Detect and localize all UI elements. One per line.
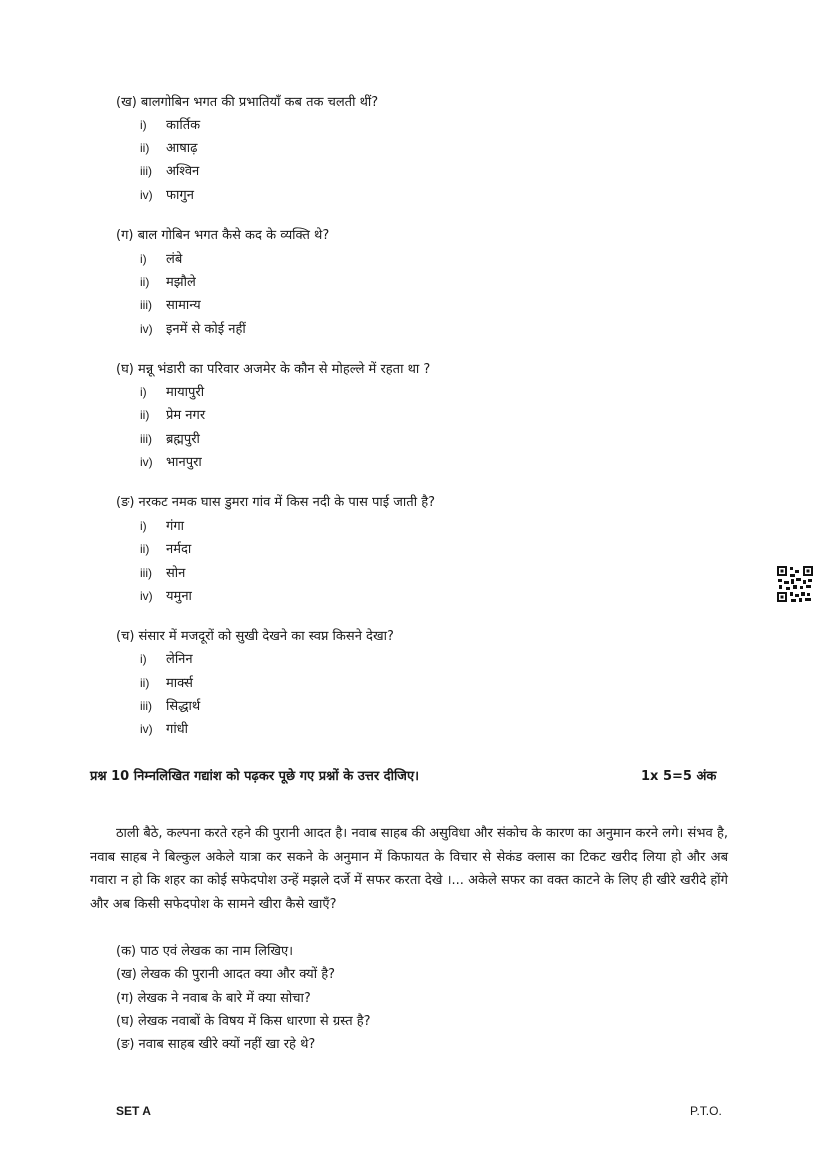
option: iv) यमुना <box>140 589 192 604</box>
option: i) लंबे <box>140 252 183 267</box>
question-nga-title: (ङ) नरकट नमक घास डुमरा गांव में किस नदी के पास पाई जाती है? <box>116 495 435 510</box>
option: iii) सिद्धार्थ <box>140 699 201 714</box>
option: i) कार्तिक <box>140 118 201 133</box>
option: ii) आषाढ़ <box>140 141 198 156</box>
option: iii) ब्रह्मपुरी <box>140 432 200 447</box>
question-cha-title: (च) संसार में मजदूरों को सुखी देखने का स्वप्न किसने देखा? <box>116 629 394 644</box>
option: ii) मार्क्स <box>140 676 193 691</box>
question-kha-title: (ख) बालगोबिन भगत की प्रभातियाँ कब तक चलती थीं? <box>116 95 379 110</box>
option: iv) फागुन <box>140 188 194 203</box>
option: ii) मझौले <box>140 275 196 290</box>
subquestion: (ख) लेखक की पुरानी आदत क्या और क्यों है? <box>116 967 336 982</box>
subquestion: (क) पाठ एवं लेखक का नाम लिखिए। <box>116 944 294 959</box>
option: ii) नर्मदा <box>140 542 192 557</box>
question-gha-title: (घ) मन्नू भंडारी का परिवार अजमेर के कौन से मोहल्ले में रहता था ? <box>116 362 431 377</box>
subquestion: (ग) लेखक ने नवाब के बारे में क्या सोचा? <box>116 991 311 1006</box>
option: iv) भानपुरा <box>140 455 202 470</box>
option: iii) अश्विन <box>140 164 200 179</box>
section-heading: प्रश्न 10 निम्नलिखित गद्यांश को पढ़कर पूछे गए प्रश्नों के उत्तर दीजिए। <box>90 769 420 784</box>
question-ga-title: (ग) बाल गोबिन भगत कैसे कद के व्यक्ति थे? <box>116 228 330 243</box>
option: iii) सोन <box>140 566 186 581</box>
option: iv) इनमें से कोई नहीं <box>140 322 246 337</box>
footer-pto-label: P.T.O. <box>690 1104 722 1118</box>
passage: ठाली बैठे, कल्पना करते रहने की पुरानी आदत है। नवाब साहब की असुविधा और संकोच के कारण का अनुमान करने लगे। संभव है, नवाब साहब ने बिल्कुल अकेले यात्रा कर सकने के अनुमान में किफायत के विचार से सेकंड क्लास का टिकट खरीद लिया हो और अब गवारा न हो कि शहर का कोई सफेदपोश उन्हें मझले दर्जे में सफर करता देखे ।... अकेले सफर का वक्त काटने के लिए ही खीरे खरीदे होंगे और अब किसी सफेदपोश के सामने खीरा कैसे खाएँ? <box>90 826 728 912</box>
option: iv) गांधी <box>140 722 189 737</box>
option: i) गंगा <box>140 519 185 534</box>
marks-label: 1x 5=5 अंक <box>641 769 717 784</box>
option: i) लेनिन <box>140 652 193 667</box>
footer-set-label: SET A <box>116 1104 151 1118</box>
subquestion: (घ) लेखक नवाबों के विषय में किस धारणा से ग्रस्त है? <box>116 1014 371 1029</box>
option: i) मायापुरी <box>140 385 205 400</box>
subquestion: (ङ) नवाब साहब खीरे क्यों नहीं खा रहे थे? <box>116 1037 316 1052</box>
option: iii) सामान्य <box>140 298 201 313</box>
qr-code-icon <box>776 565 814 603</box>
option: ii) प्रेम नगर <box>140 408 206 423</box>
